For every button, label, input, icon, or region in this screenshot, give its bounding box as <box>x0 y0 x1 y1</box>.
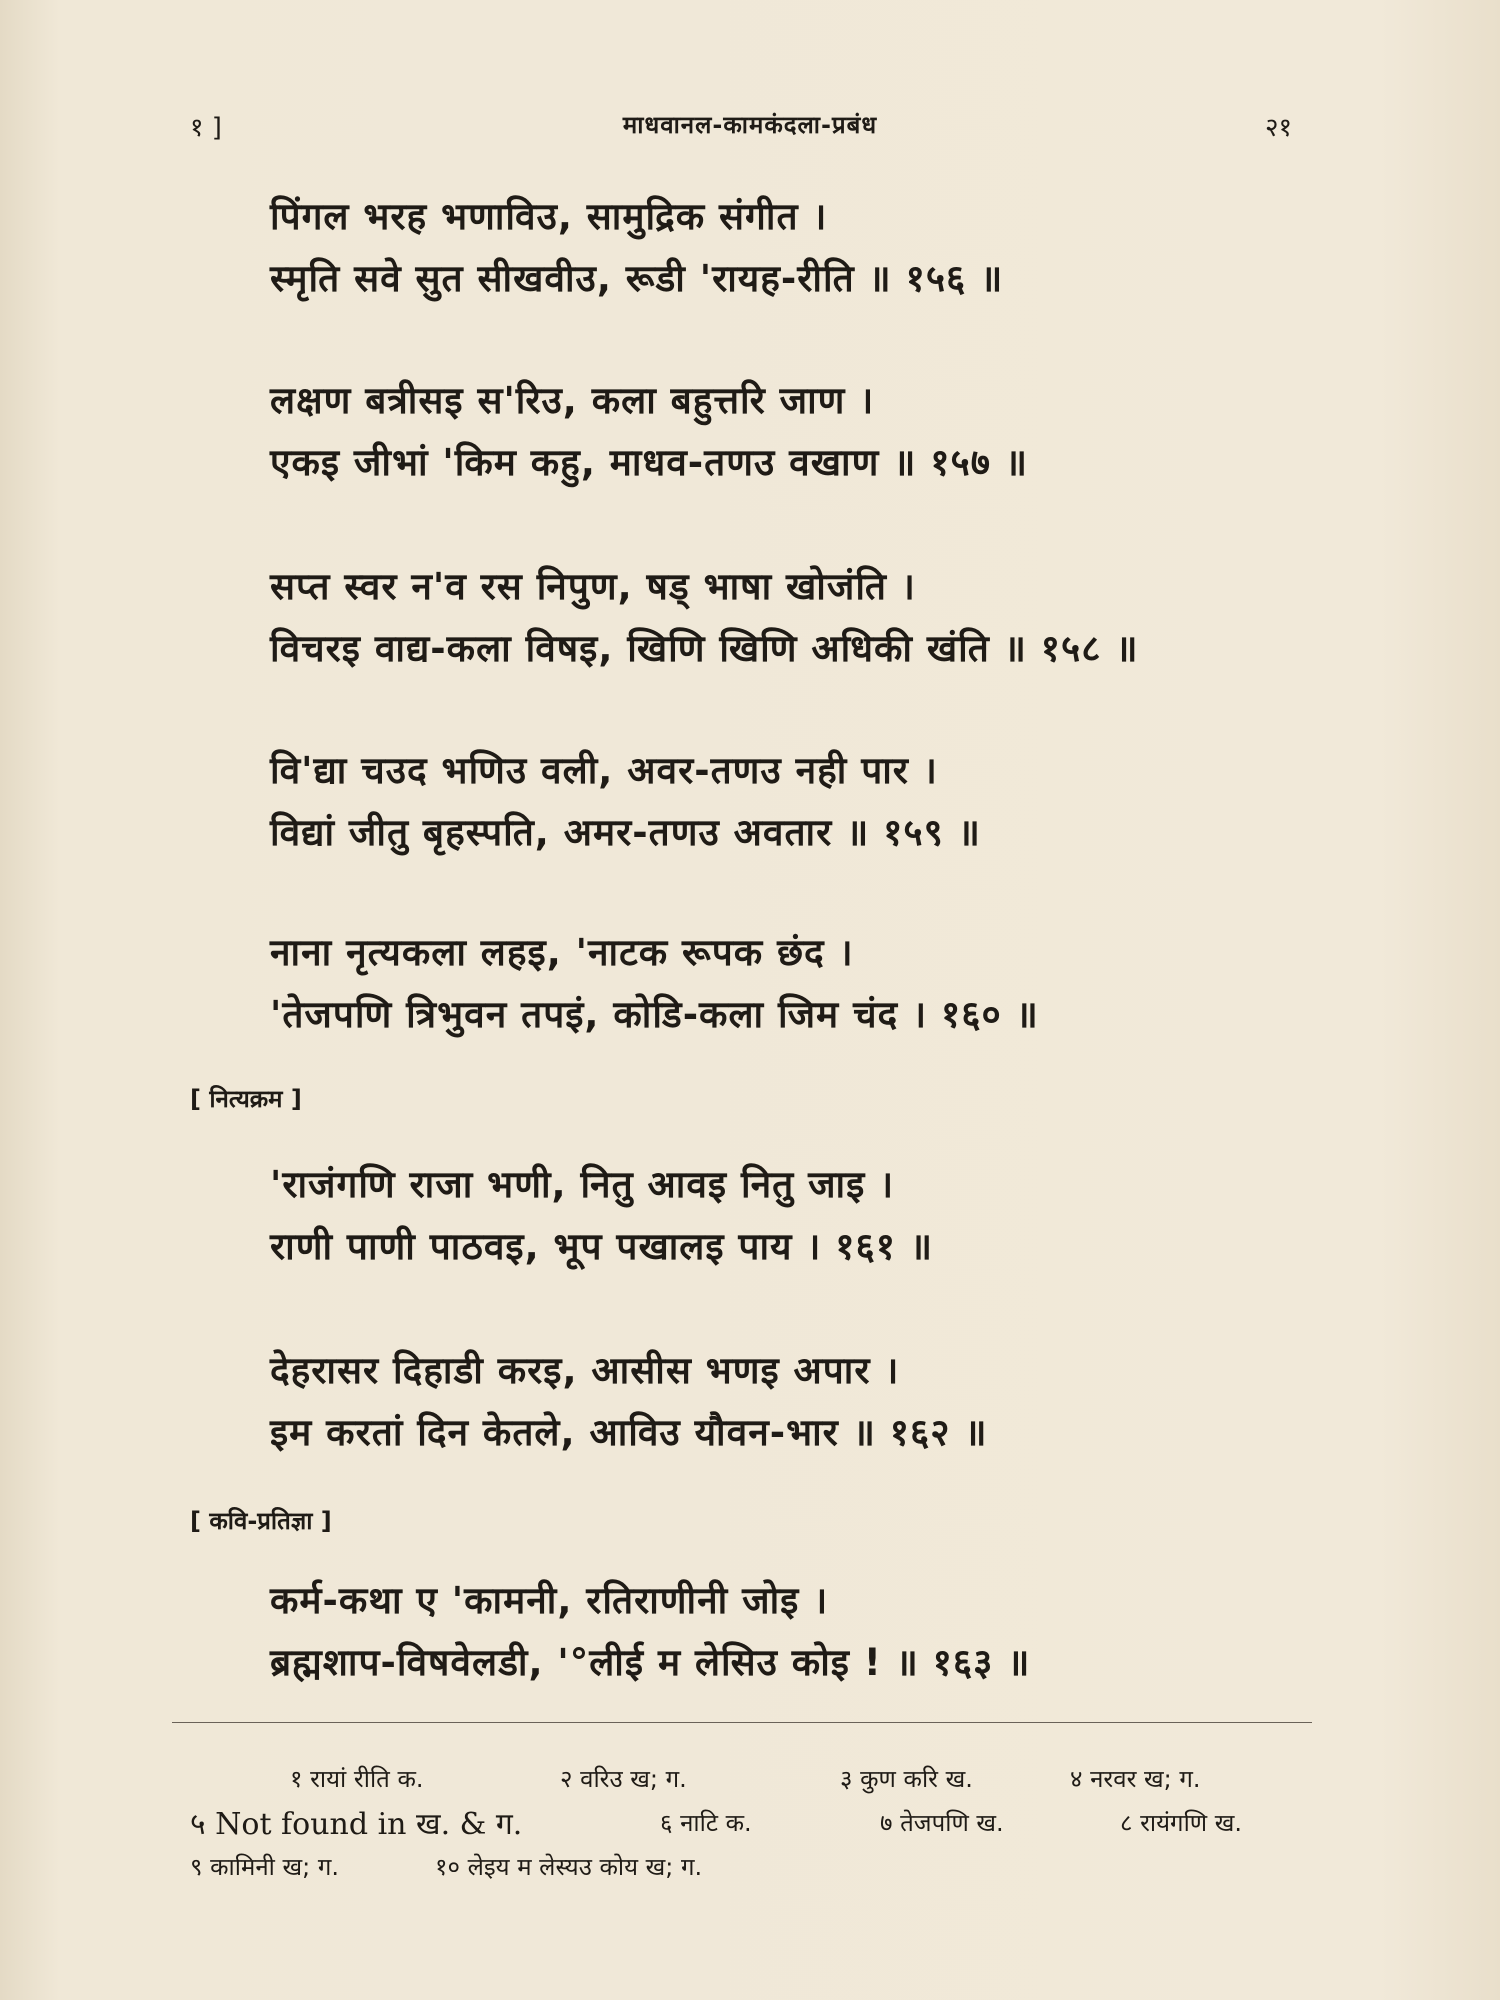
verse-line: वि'द्या चउद भणिउ वली, अवर-तणउ नही पार । <box>270 749 938 792</box>
verse-line: 'तेजपणि त्रिभुवन तपइं, कोडि-कला जिम चंद । १६० ॥ <box>270 993 1039 1036</box>
verse-160 <box>270 922 1330 1046</box>
verse-159 <box>270 740 1330 864</box>
footnote-5: ५ Not found in ख. & ग. <box>190 1807 523 1842</box>
footnote-row <box>190 1762 1330 1806</box>
chapter-marker: १ ] <box>190 113 222 143</box>
verse-line: 'राजंगणि राजा भणी, नितु आवइ नितु जाइ । <box>270 1163 895 1206</box>
page-number: २१ <box>1264 113 1292 143</box>
verse-158 <box>270 556 1330 680</box>
verse-line: ब्रह्मशाप-विषवेलडी, '°लीई म लेसिउ कोइ ! ॥ १६३ ॥ <box>270 1641 1031 1684</box>
verse-157 <box>270 370 1330 494</box>
page-header <box>0 108 1500 148</box>
verse-161 <box>270 1154 1330 1278</box>
verse-line: नाना नृत्यकला लहइ, 'नाटक रूपक छंद । <box>270 931 854 974</box>
footnote-7: ७ तेजपणि ख. <box>880 1809 1004 1837</box>
verse-line: विद्यां जीतु बृहस्पति, अमर-तणउ अवतार ॥ १५९ ॥ <box>270 811 981 854</box>
running-title: माधवानल-कामकंदला-प्रबंध <box>622 111 878 139</box>
footnote-4: ४ नरवर ख; ग. <box>1070 1765 1201 1793</box>
verse-line: इम करतां दिन केतले, आविउ यौवन-भार ॥ १६२ ॥ <box>270 1411 988 1454</box>
verse-line: स्मृति सवे सुत सीखवीउ, रूडी 'रायह-रीति ॥ १५६ ॥ <box>270 257 1004 300</box>
footnote-3: ३ कुण करि ख. <box>840 1765 973 1793</box>
footnote-10: १० लेइय म लेस्यउ कोय ख; ग. <box>435 1853 703 1881</box>
verse-163 <box>270 1570 1330 1694</box>
footnote-row <box>190 1806 1330 1850</box>
verse-line: सप्त स्वर न'व रस निपुण, षड् भाषा खोजंति । <box>270 565 916 608</box>
verse-line: कर्म-कथा ए 'कामनी, रतिराणीनी जोइ । <box>270 1579 829 1622</box>
footnote-8: ८ रायंगणि ख. <box>1120 1809 1243 1837</box>
verse-162 <box>270 1340 1330 1464</box>
section-heading-daily-routine: [ नित्यक्रम ] <box>190 1085 302 1113</box>
verse-line: देहरासर दिहाडी करइ, आसीस भणइ अपार । <box>270 1349 900 1392</box>
section-heading-poet-vow: [ कवि-प्रतिज्ञा ] <box>190 1507 332 1535</box>
verse-line: राणी पाणी पाठवइ, भूप पखालइ पाय । १६१ ॥ <box>270 1225 934 1268</box>
verse-line: विचरइ वाद्य-कला विषइ, खिणि खिणि अधिकी खंति ॥ १५८ ॥ <box>270 627 1139 670</box>
footnote-2: २ वरिउ ख; ग. <box>560 1765 687 1793</box>
verse-line: लक्षण बत्रीसइ स'रिउ, कला बहुत्तरि जाण । <box>270 379 875 422</box>
footnote-1: १ रायां रीति क. <box>290 1765 424 1793</box>
verse-156 <box>270 186 1330 310</box>
verse-line: एकइ जीभां 'किम कहु, माधव-तणउ वखाण ॥ १५७ ॥ <box>270 441 1029 484</box>
footnote-6: ६ नाटि क. <box>660 1809 752 1837</box>
verse-line: पिंगल भरह भणाविउ, सामुद्रिक संगीत । <box>270 195 828 238</box>
footnotes <box>190 1762 1330 1894</box>
footnote-9: ९ कामिनी ख; ग. <box>190 1853 339 1881</box>
footnote-row <box>190 1850 1330 1894</box>
footnote-divider <box>172 1722 1312 1723</box>
